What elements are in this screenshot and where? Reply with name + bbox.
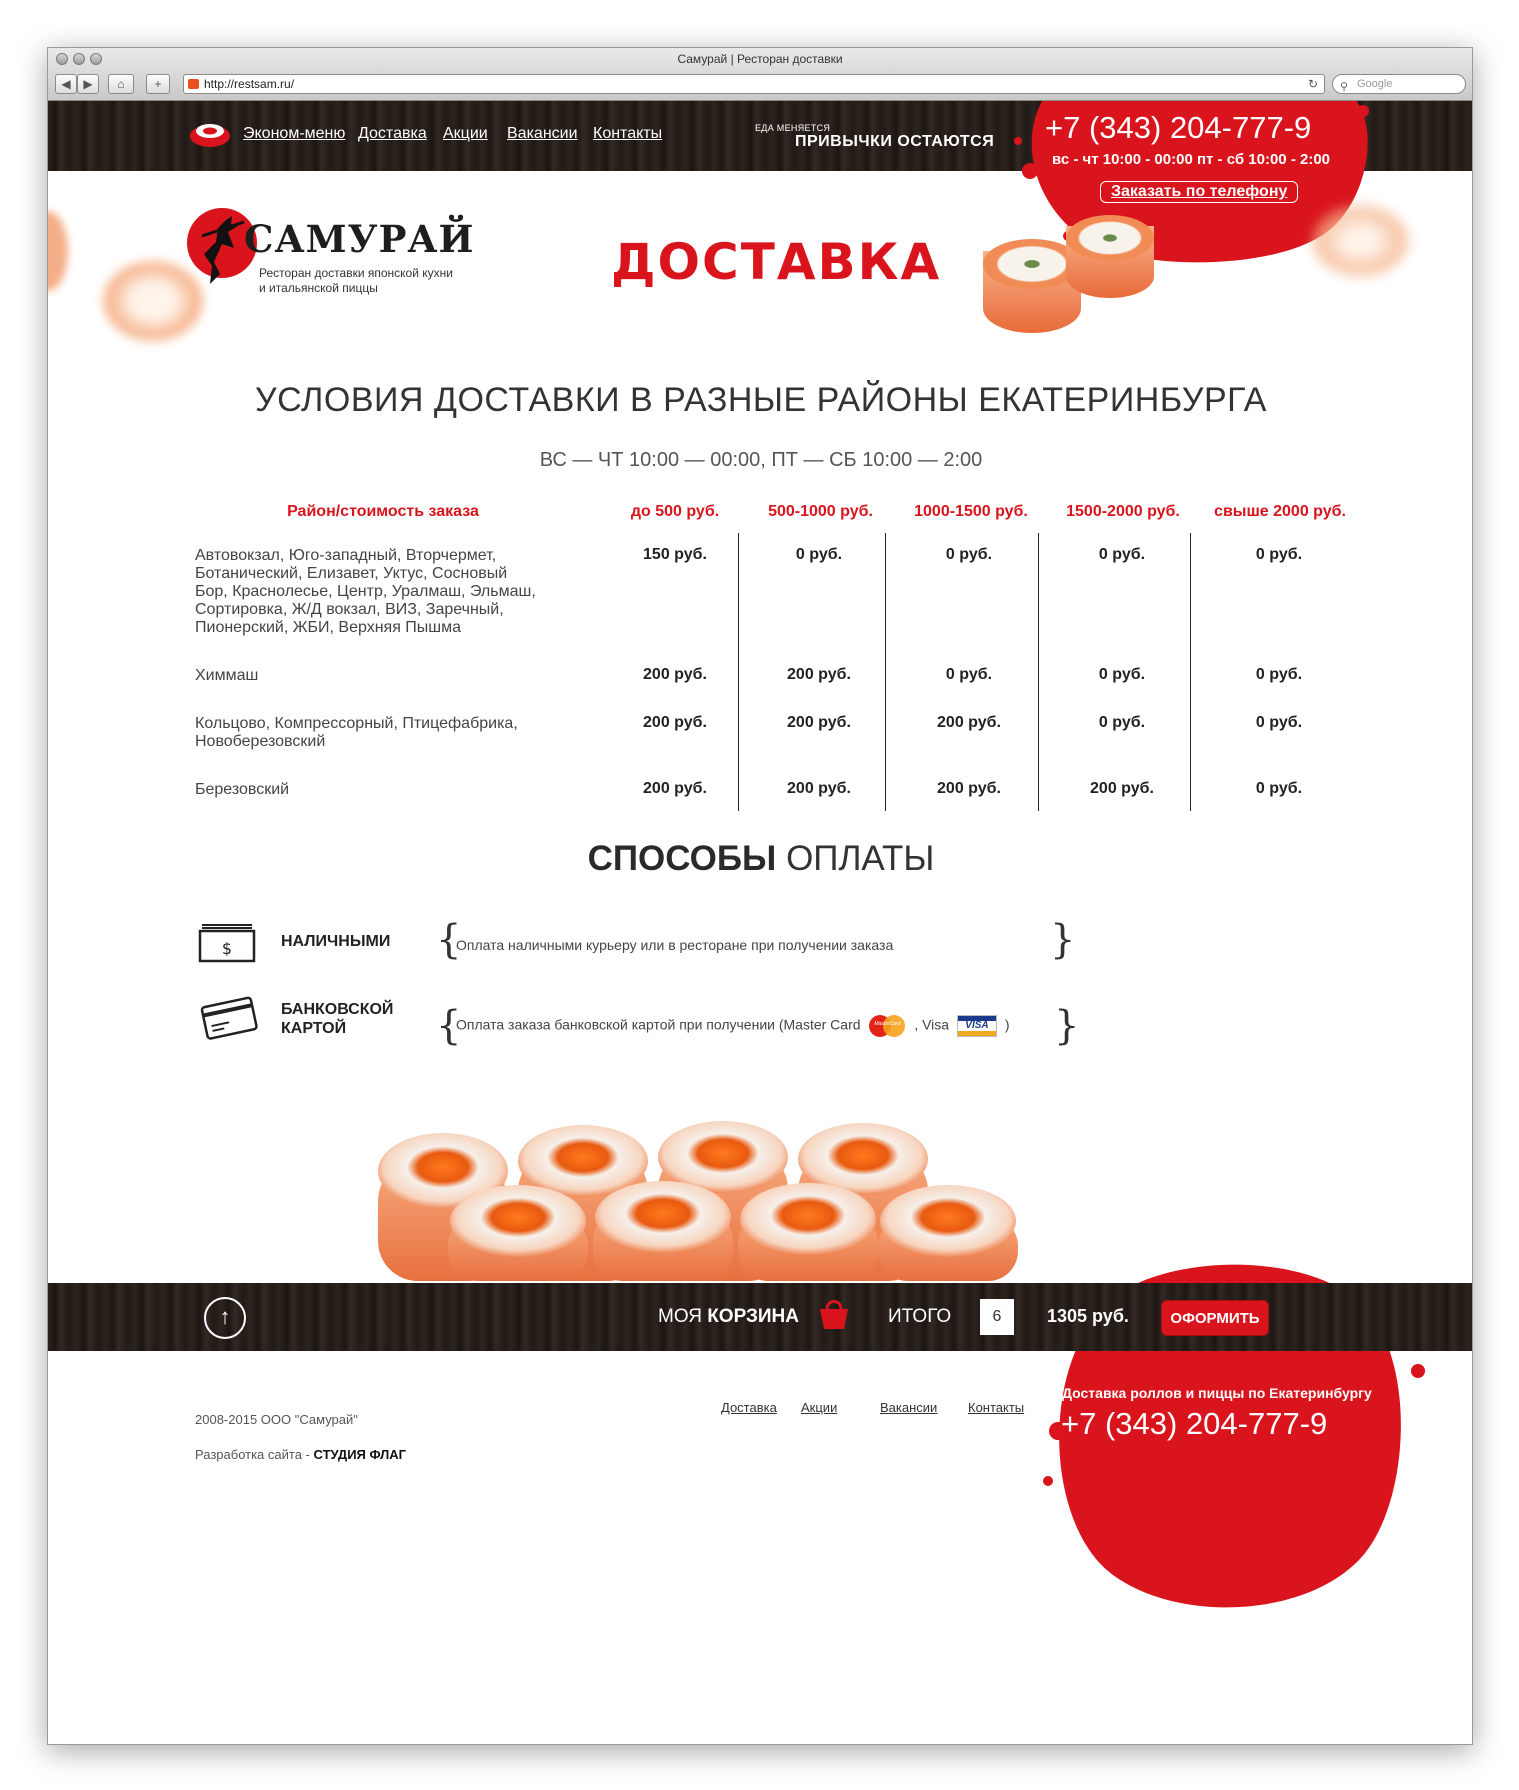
payment-title [48,839,1473,879]
browser-window [47,47,1473,1745]
price-cell: 0 руб. [1255,714,1303,731]
footer-nav-contacts[interactable]: Контакты [968,1400,1025,1415]
price-cell: 150 руб. [643,546,707,563]
nav-delivery[interactable]: Доставка [358,125,427,142]
card-label-line2: КАРТОЙ [281,1020,347,1037]
column-header-1000-1500: 1000-1500 руб. [914,503,1028,520]
table-row-district [195,715,565,751]
back-icon[interactable]: ◀ [55,74,77,94]
payment-title-light: ОПЛАТЫ [786,839,935,878]
district-line: Химмаш [195,667,259,684]
sushi-rolls-image [358,1121,1118,1281]
price-cell: 200 руб. [787,714,851,731]
price-cell: 200 руб. [937,714,1001,731]
favicon-icon [188,79,199,89]
brace-close: } [1050,917,1076,963]
search-placeholder: Google [1357,78,1393,90]
address-url: http://restsam.ru/ [204,77,295,91]
district-line: Ботанический, Елизавет, Уктус, Сосновый [195,565,508,582]
card-desc-start: Оплата заказа банковской картой при получении (Master Card [456,1016,861,1033]
card-desc-end: ) [1004,1016,1010,1033]
checkout-button[interactable]: ОФОРМИТЬ [1161,1300,1269,1336]
header-hours: вс - чт 10:00 - 00:00 пт - сб 10:00 - 2:00 [1052,151,1330,168]
delivery-title: УСЛОВИЯ ДОСТАВКИ В РАЗНЫЕ РАЙОНЫ ЕКАТЕРИНБУРГА [255,381,1267,419]
visa-text: VISA [965,1020,989,1031]
table-row-district [195,667,565,685]
nav-promotions[interactable]: Акции [443,125,488,142]
column-divider [885,533,886,811]
price-cell: 0 руб. [945,546,993,563]
table-row-district [195,781,565,799]
price-cell: 200 руб. [787,666,851,683]
slogan-big: ПРИВЫЧКИ ОСТАЮТСЯ [795,133,995,150]
forward-icon[interactable]: ▶ [77,74,99,94]
header-phone[interactable]: +7 (343) 204-777-9 [1045,110,1312,145]
cart-total: 1305 руб. [1047,1306,1129,1326]
slogan-small: ЕДА МЕНЯЕТСЯ [755,123,831,133]
roll-decoration [48,211,68,291]
logo-subtitle-line2: и итальянской пиццы [259,281,378,295]
roll-image [1066,215,1154,261]
visa-icon [957,1015,997,1037]
district-line: Березовский [195,781,290,798]
cart-label[interactable] [658,1306,799,1328]
mastercard-text: MasterCard [874,1021,901,1027]
price-cell: 0 руб. [1098,546,1146,563]
cash-icon [198,921,258,963]
search-icon: ⚲ [1340,81,1349,93]
price-cell: 0 руб. [1255,780,1303,797]
cash-description: Оплата наличными курьеру или в ресторане при получении заказа [456,937,894,953]
column-divider [1190,533,1191,811]
samurai-logo-icon [198,214,248,286]
brace-close: } [1054,1003,1080,1049]
card-label-line1: БАНКОВСКОЙ [281,1001,394,1018]
price-cell: 200 руб. [787,780,851,797]
cart-bar [48,1283,1473,1351]
card-label [281,1000,393,1038]
brace-open: { [436,917,462,963]
column-header-over-2000: свыше 2000 руб. [1214,503,1346,520]
hero-title: ДОСТАВКА [611,233,942,291]
price-cell: 200 руб. [643,714,707,731]
cart-label-light: МОЯ [658,1306,702,1327]
district-line: Кольцово, Компрессорный, Птицефабрика, [195,715,518,732]
mastercard-icon [867,1015,907,1037]
price-cell: 200 руб. [937,780,1001,797]
footer-tagline: Доставка роллов и пиццы по Екатеринбургу [1062,1385,1372,1401]
nav-contacts[interactable]: Контакты [593,125,663,142]
logo-subtitle-line1: Ресторан доставки японской кухни [259,266,453,280]
district-line: Автовокзал, Юго-западный, Вторчермет, [195,547,497,564]
cash-symbol: $ [221,939,233,958]
table-row-district [195,547,565,637]
arrow-up-icon: ↑ [219,1304,231,1329]
payment-title-bold: СПОСОБЫ [587,839,777,878]
sushi-menu-icon [188,119,232,149]
price-cell: 200 руб. [643,780,707,797]
price-cell: 200 руб. [643,666,707,683]
delivery-hours: ВС — ЧТ 10:00 — 00:00, ПТ — СБ 10:00 — 2:00 [539,449,983,471]
dev-studio-link[interactable]: СТУДИЯ ФЛАГ [313,1447,406,1462]
column-header-district: Район/стоимость заказа [287,503,479,520]
district-line: Сортировка, Ж/Д вокзал, ВИЗ, Заречный, [195,601,504,618]
dev-credit [195,1447,406,1462]
search-field[interactable] [1332,74,1466,94]
bank-card-icon [198,994,262,1040]
logo-subtitle [259,266,453,296]
window-title: Самурай | Ресторан доставки [677,52,843,66]
card-desc-mid: , Visa [914,1016,950,1033]
cart-count: 6 [980,1299,1014,1335]
column-divider [1038,533,1039,811]
footer-phone[interactable]: +7 (343) 204-777-9 [1061,1406,1328,1441]
roll-decoration [1313,206,1408,276]
scroll-top-button[interactable] [204,1297,246,1339]
nav-vacancies[interactable]: Вакансии [507,125,578,142]
card-description [456,1015,1010,1037]
cart-label-bold: КОРЗИНА [707,1306,800,1327]
column-header-1500-2000: 1500-2000 руб. [1066,503,1180,520]
reload-icon[interactable]: ↻ [1307,77,1318,91]
total-label: ИТОГО [888,1306,952,1327]
column-header-under-500: до 500 руб. [630,503,720,520]
district-line: Пионерский, ЖБИ, Верхняя Пышма [195,619,462,636]
address-bar[interactable] [183,74,1325,94]
price-cell: 0 руб. [945,666,993,683]
price-cell: 0 руб. [1098,666,1146,683]
district-line: Новоберезовский [195,733,326,750]
price-cell: 0 руб. [1098,714,1146,731]
district-line: Бор, Краснолесье, Центр, Уралмаш, Эльмаш, [195,583,536,600]
cash-label: НАЛИЧНЫМИ [281,933,391,950]
price-cell: 0 руб. [795,546,843,563]
nav-econom-menu[interactable]: Эконом-меню [243,125,346,142]
footer-nav-promotions[interactable]: Акции [801,1400,838,1415]
price-cell: 0 руб. [1255,546,1303,563]
footer-nav-delivery[interactable]: Доставка [721,1400,777,1415]
roll-decoration [103,261,203,341]
column-header-500-1000: 500-1000 руб. [768,503,873,520]
copyright: 2008-2015 ООО "Самурай" [195,1412,358,1427]
logo-name[interactable]: САМУРАЙ [244,217,475,261]
brace-open: { [436,1003,462,1049]
dev-prefix: Разработка сайта - [195,1447,310,1462]
footer-nav-vacancies[interactable]: Вакансии [880,1400,938,1415]
home-icon[interactable]: ⌂ [108,74,134,94]
price-cell: 200 руб. [1090,780,1154,797]
page-viewport [48,101,1473,1745]
add-bookmark-icon[interactable]: + [146,74,170,94]
shopping-basket-icon[interactable] [818,1297,850,1331]
price-cell: 0 руб. [1255,666,1303,683]
browser-chrome [48,48,1472,101]
order-by-phone-button[interactable]: Заказать по телефону [1100,181,1298,203]
